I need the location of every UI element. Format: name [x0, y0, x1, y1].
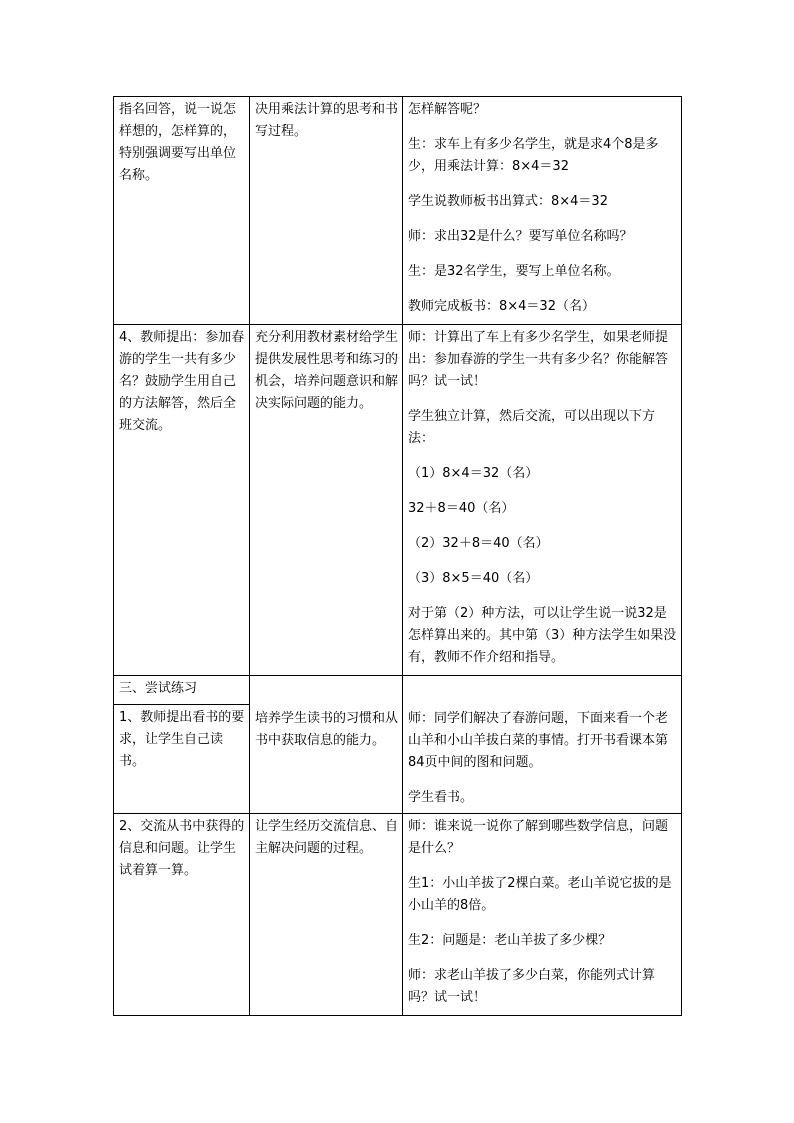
cell-paragraph: 32＋8＝40（名）	[408, 501, 515, 516]
cell-paragraph: 指名回答，说一说怎样想的，怎样算的，特别强调要写出单位名称。	[119, 102, 237, 183]
cell-paragraph: 教师完成板书：8×4＝32（名）	[408, 299, 595, 314]
cell-paragraph: 师：同学们解决了春游问题，下面来看一个老山羊和小山羊拔白菜的事情。打开书看课本第84页中间的图和问题。	[408, 711, 669, 770]
activity-cell	[114, 97, 250, 325]
purpose-cell	[250, 676, 403, 814]
cell-paragraph: 4、教师提出：参加春游的学生一共有多少名？鼓励学生用自己的方法解答，然后全班交流。	[119, 330, 245, 433]
activity-cell	[114, 705, 250, 814]
cell-paragraph: （3）8×5＝40（名）	[408, 571, 539, 586]
cell-paragraph: 对于第（2）种方法，可以让学生说一说32是怎样算出来的。其中第（3）种方法学生如果没有，教师不作介绍和指导。	[408, 606, 677, 665]
activity-cell	[114, 814, 250, 1016]
purpose-cell	[250, 97, 403, 325]
cell-paragraph: （2）32＋8＝40（名）	[408, 536, 549, 551]
cell-paragraph: 生：求车上有多少名学生，就是求4个8是多少，用乘法计算：8×4＝32	[408, 137, 659, 174]
cell-paragraph: 生2：问题是：老山羊拔了多少棵？	[408, 933, 612, 948]
cell-paragraph: 2、交流从书中获得的信息和问题。让学生试着算一算。	[119, 819, 245, 878]
cell-paragraph: （1）8×4＝32（名）	[408, 466, 539, 481]
activity-cell	[114, 325, 250, 676]
process-cell	[403, 97, 682, 325]
table-row	[114, 325, 682, 676]
cell-paragraph: 学生看书。	[408, 790, 474, 805]
cell-paragraph: 怎样解答呢？	[408, 102, 487, 117]
process-cell	[403, 814, 682, 1016]
cell-paragraph: 师：求出32是什么？要写单位名称吗？	[408, 229, 633, 244]
cell-paragraph: 培养学生读书的习惯和从书中获取信息的能力。	[255, 711, 399, 748]
table-row	[114, 97, 682, 325]
cell-paragraph: 充分利用教材素材给学生提供发展性思考和练习的机会，培养问题意识和解决实际问题的能力。	[255, 330, 399, 411]
cell-paragraph: 师：谁来说一说你了解到哪些数学信息，问题是什么？	[408, 819, 669, 856]
purpose-cell	[250, 814, 403, 1016]
cell-paragraph: 生：是32名学生，要写上单位名称。	[408, 264, 620, 279]
process-cell	[403, 325, 682, 676]
table-row	[114, 814, 682, 1016]
cell-paragraph: 让学生经历交流信息、自主解决问题的过程。	[255, 819, 399, 856]
cell-paragraph: 1、教师提出看书的要求，让学生自己读书。	[119, 710, 245, 770]
cell-paragraph: 师：计算出了车上有多少名学生，如果老师提出：参加春游的学生一共有多少名？你能解答吗？试一试！	[408, 330, 669, 389]
cell-paragraph: 决用乘法计算的思考和书写过程。	[255, 102, 399, 139]
cell-paragraph: 学生独立计算，然后交流，可以出现以下方法：	[408, 409, 656, 446]
process-cell	[403, 676, 682, 814]
lesson-plan-table	[113, 96, 682, 1016]
cell-paragraph: 生1：小山羊拔了2棵白菜。老山羊说它拔的是小山羊的8倍。	[408, 876, 672, 913]
cell-paragraph: 学生说教师板书出算式：8×4＝32	[408, 194, 608, 209]
table-row	[114, 676, 682, 705]
section-heading: 三、尝试练习	[119, 681, 198, 696]
cell-paragraph: 师：求老山羊拔了多少白菜，你能列式计算吗？试一试！	[408, 968, 656, 1005]
section-heading-cell	[114, 676, 250, 705]
purpose-cell	[250, 325, 403, 676]
